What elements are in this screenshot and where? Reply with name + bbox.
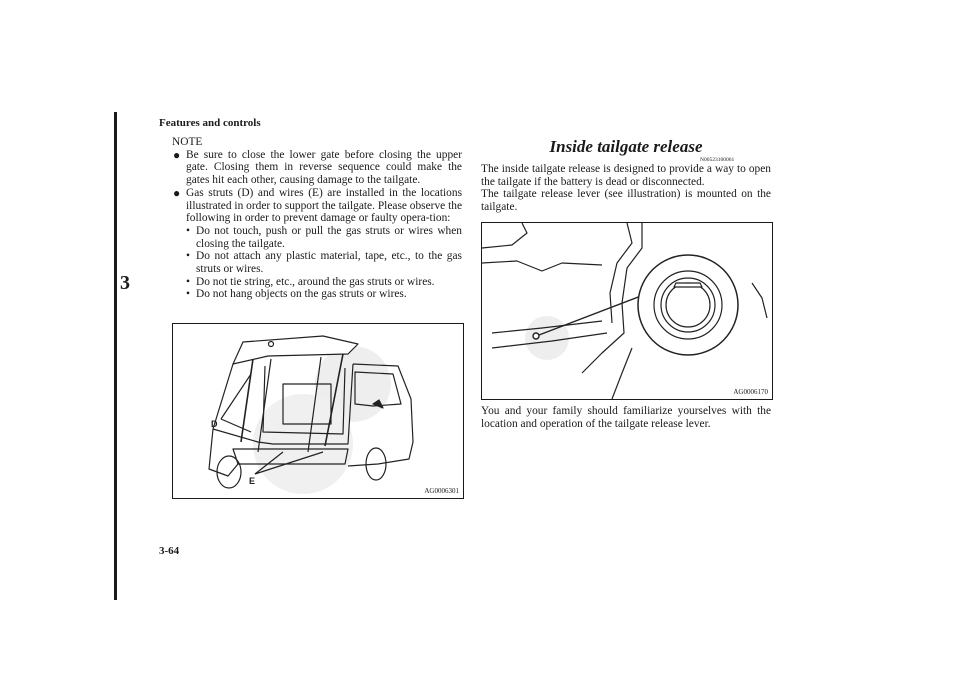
figure-code: AG0006301 — [424, 487, 459, 495]
sub-bullet-icon: • — [186, 288, 190, 301]
note-sub-text: Do not attach any plastic material, tape, etc., to the gas struts or wires. — [196, 250, 462, 276]
note-sub-item — [186, 288, 462, 301]
intro-text: The inside tailgate release is designed to provide a way to open the tailgate if the battery is dead or disconnected. — [481, 163, 771, 188]
chapter-number: 3 — [120, 272, 130, 294]
sub-bullet-icon: • — [186, 224, 190, 237]
note-bullet-text: Be sure to close the lower gate before closing the upper gate. Closing them in reverse sequence could make the gates hit each other, causing damage to the tailgate. — [186, 148, 462, 187]
note-column — [172, 136, 462, 301]
page-number: 3-64 — [159, 545, 180, 557]
chapter-tab-bar — [114, 112, 117, 600]
note-heading: NOTE — [172, 136, 203, 148]
bullet-icon: ● — [173, 147, 181, 162]
bullet-icon: ● — [173, 185, 181, 200]
intro-paragraph — [481, 163, 771, 214]
note-sub-item — [186, 276, 462, 289]
sub-bullet-icon: • — [186, 250, 190, 263]
note-sub-text: Do not tie string, etc., around the gas struts or wires. — [196, 275, 435, 288]
note-sub-text: Do not touch, push or pull the gas struts or wires when closing the tailgate. — [196, 224, 462, 250]
page-header: Features and controls — [159, 117, 261, 129]
release-lever-illustration — [481, 222, 773, 400]
note-sub-item — [186, 250, 462, 275]
note-bullet — [172, 187, 462, 225]
tailgate-release-drawing — [482, 223, 772, 399]
section-title: Inside tailgate release — [549, 137, 703, 156]
wire-label-e: E — [249, 476, 256, 486]
familiarize-paragraph — [481, 405, 771, 430]
familiarize-text: You and your family should familiarize yourselves with the location and operation of the tailgate release lever. — [481, 405, 771, 430]
tailgate-struts-illustration — [172, 323, 464, 499]
note-bullet — [172, 149, 462, 187]
note-sub-text: Do not hang objects on the gas struts or wires. — [196, 288, 407, 301]
figure-code: AG0006170 — [733, 388, 768, 396]
note-sub-item — [186, 225, 462, 250]
strut-label-d: D — [211, 419, 218, 429]
note-bullet-text: Gas struts (D) and wires (E) are installed in the locations illustrated in order to support the tailgate. Please observe the following in order to prevent damage or faulty opera-tion: — [186, 186, 462, 225]
sub-bullet-icon: • — [186, 275, 190, 288]
lever-location-text: The tailgate release lever (see illustration) is mounted on the tailgate. — [481, 188, 771, 214]
suv-open-tailgate-drawing — [173, 324, 463, 498]
reference-code: N00523100061 — [700, 157, 735, 163]
